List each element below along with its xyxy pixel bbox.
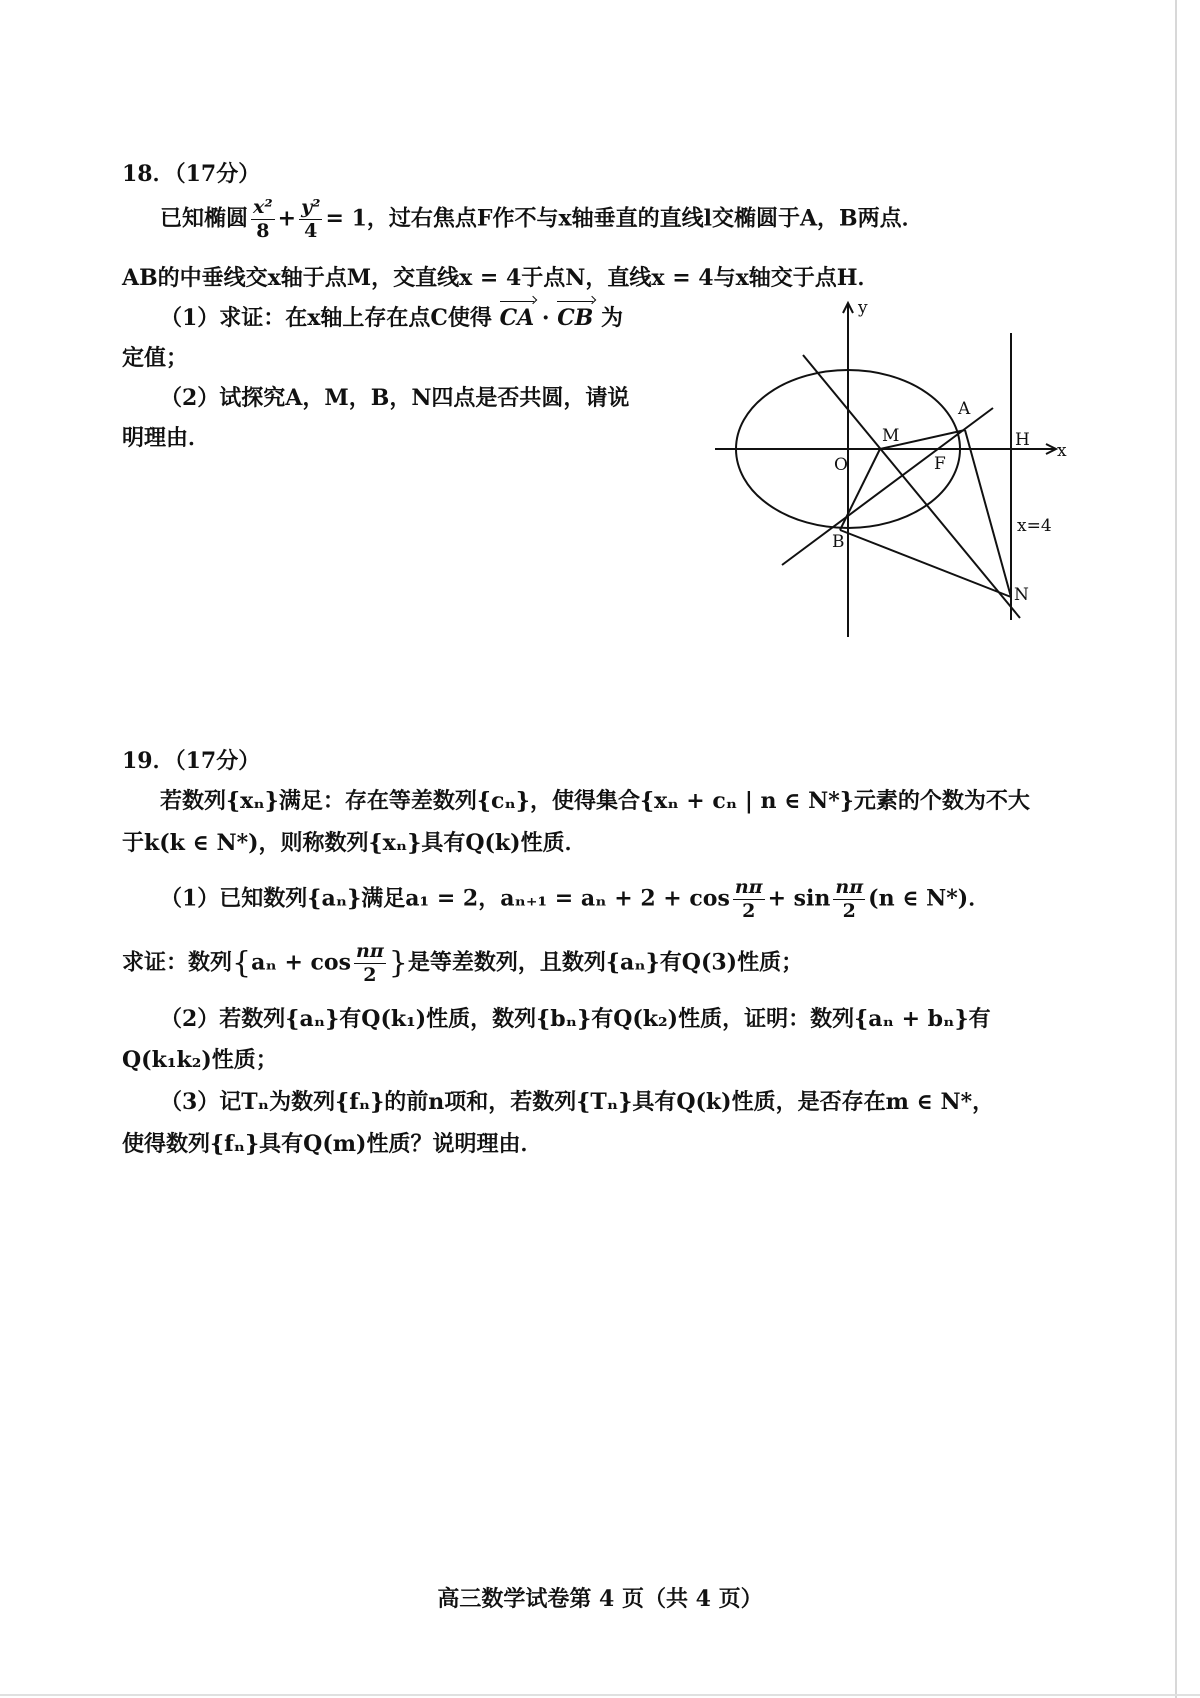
label-m: M xyxy=(882,426,900,446)
label-x4: x=4 xyxy=(1017,516,1052,536)
q18-line2: AB的中垂线交x轴于点M，交直线x = 4于点N，直线x = 4与x轴交于点H． xyxy=(122,265,880,291)
vector-ca: CA xyxy=(500,302,535,334)
q19-part1 xyxy=(160,878,990,921)
label-b: B xyxy=(832,532,845,552)
q18-part2-line1: （2）试探究A，M，B，N四点是否共圆，请说 xyxy=(160,385,630,411)
q19-part1-post: (n ∈ N*)． xyxy=(868,885,991,912)
q18-frac-x: $\frac{\text{x²}}{8}$ xyxy=(253,196,273,242)
q18-line1-pre: 已知椭圆 xyxy=(160,205,249,232)
q19-proof-pre: 求证：数列 xyxy=(122,949,233,976)
q18-part1-pre: （1）求证：在x轴上存在点C使得 xyxy=(160,305,492,331)
vector-cb: CB xyxy=(557,302,593,334)
page-footer: 高三数学试卷第 4 页（共 4 页） xyxy=(437,1586,763,1612)
label-o: O xyxy=(834,455,848,475)
label-y: y xyxy=(858,298,868,318)
q19-proof-inner: aₙ + cos xyxy=(251,949,351,976)
q19-part1-pre: （1）已知数列{aₙ}满足a₁ = 2，aₙ₊₁ = aₙ + 2 + cos xyxy=(160,885,730,912)
q19-part2-line1: （2）若数列{aₙ}有Q(k₁)性质，数列{bₙ}有Q(k₂)性质，证明：数列{aₙ + bₙ}有 xyxy=(160,1006,991,1032)
frac-npi-2-b: $\frac{n\pi}{2}$ xyxy=(835,876,864,922)
brace-right: } xyxy=(388,945,408,981)
q18-part1-post: 为 xyxy=(601,305,624,331)
q19-part1-mid: + sin xyxy=(767,885,831,912)
q18-title: 18．（17分） xyxy=(122,161,261,187)
q19-title: 19．（17分） xyxy=(122,748,261,774)
segment-bn xyxy=(840,530,1011,597)
label-f: F xyxy=(934,454,946,474)
brace-left: { xyxy=(232,945,252,981)
equals-one: = 1 xyxy=(325,205,367,232)
q18-part1-line2: 定值； xyxy=(122,345,189,371)
q19-intro-line1: 若数列{xₙ}满足：存在等差数列{cₙ}，使得集合{xₙ + cₙ | n ∈ N*}元素的个数为不大 xyxy=(160,788,1030,814)
q19-proof xyxy=(122,942,803,985)
q18-part2-line2: 明理由． xyxy=(122,425,211,451)
line-mn xyxy=(803,355,1020,618)
plus-sign: + xyxy=(277,205,297,232)
label-x: x xyxy=(1057,441,1067,461)
q18-line1-post: ，过右焦点F作不与x轴垂直的直线l交椭圆于A，B两点． xyxy=(366,205,924,232)
dot-product: · xyxy=(541,305,550,331)
q19-part3-line1: （3）记Tₙ为数列{fₙ}的前n项和，若数列{Tₙ}具有Q(k)性质，是否存在m ∈ N*， xyxy=(160,1089,995,1115)
q19-intro-line2: 于k(k ∈ N*)，则称数列{xₙ}具有Q(k)性质． xyxy=(122,830,587,856)
frac-npi-2-a: $\frac{n\pi}{2}$ xyxy=(734,876,763,922)
q19-part2-line2: Q(k₁k₂)性质； xyxy=(122,1047,278,1073)
label-a: A xyxy=(958,399,971,419)
q18-frac-y: $\frac{\text{y²}}{4}$ xyxy=(301,196,321,242)
q19-proof-post: 是等差数列，且数列{aₙ}有Q(3)性质； xyxy=(407,949,804,976)
label-n: N xyxy=(1014,585,1029,605)
segment-an xyxy=(965,430,1011,597)
q19-part3-line2: 使得数列{fₙ}具有Q(m)性质？说明理由． xyxy=(122,1131,543,1157)
frac-npi-2-c: $\frac{n\pi}{2}$ xyxy=(356,940,384,986)
label-h: H xyxy=(1015,430,1030,450)
